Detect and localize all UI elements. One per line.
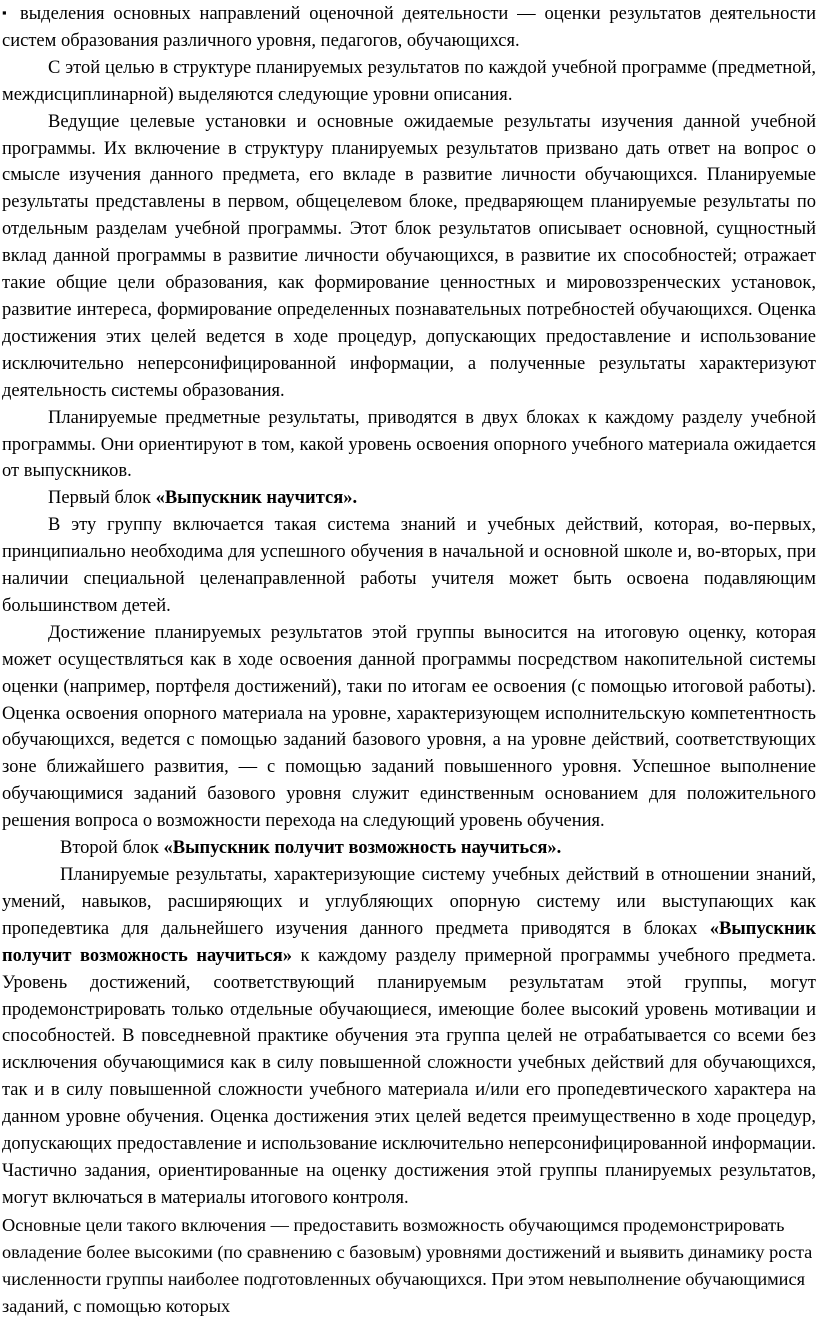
paragraph-levels-intro: С этой целью в структуре планируемых результатов по каждой учебной программе (предметной, междисциплинарной) выделяются следующие уровни описания. xyxy=(2,57,816,105)
second-block-prefix: Второй блок xyxy=(60,838,164,859)
paragraph-subject-results: Планируемые предметные результаты, приводятся в двух блоках к каждому разделу учебной программы. Они ориентируют в том, какой уровень освоения опорного учебного материала ожидается от выпускников. xyxy=(2,407,816,482)
bullet-marker: ▪ xyxy=(2,5,7,20)
paragraph-final-assessment: Достижение планируемых результатов этой группы выносится на итоговую оценку, которая может осуществляться как в ходе освоения данной программы посредством накопительной системы оценки (например, портфеля достижений), таки по итогам ее освоения (с помощью итоговой работы). Оценка освоения опорного материала на уровне, характеризующем исполнительскую компетентность обучающихся, ведется с помощью заданий базового уровня, а на уровне действий, соответствующих зоне ближайшего развития, — с помощью заданий повышенного уровня. Успешное выполнение обучающимися заданий базового уровня служит единственным основанием для положительного решения вопроса о возможности перехода на следующий уровень обучения. xyxy=(2,622,816,832)
bullet-paragraph xyxy=(2,0,816,55)
first-block-prefix: Первый блок xyxy=(48,488,156,509)
second-block-title: «Выпускник получит возможность научиться». xyxy=(163,838,562,859)
bullet-text: выделения основных направлений оценочной деятельности — оценки результатов деятельности систем образования различного уровня, педагогов, обучающихся. xyxy=(2,4,816,51)
second-group-text-start: Планируемые результаты, характеризующие систему учебных действий в отношении знаний, умений, навыков, расширяющих и углубляющих опорную систему или выступающих как пропедевтика для дальнейшего изучения данного предмета приводятся в блоках xyxy=(2,865,816,939)
paragraph-target-settings: Ведущие целевые установки и основные ожидаемые результаты изучения данной учебной программы. Их включение в структуру планируемых результатов призвано дать ответ на вопрос о смысле изучения данного предмета, его вкладе в развитие личности обучающихся. Планируемые результаты представлены в первом, общецелевом блоке, предваряющем планируемые результаты по отдельным разделам учебной программы. Этот блок результатов описывает основной, сущностный вклад данной программы в развитие личности обучающихся, в развитие их способностей; отражает такие общие цели образования, как формирование ценностных и мировоззренческих установок, развитие интереса, формирование определенных познавательных потребностей обучающихся. Оценка достижения этих целей ведется в ходе процедур, допускающих предоставление и использование исключительно неперсонифицированной информации, а полученные результаты характеризуют деятельность системы образования. xyxy=(2,111,816,401)
paragraph-first-group: В эту группу включается такая система знаний и учебных действий, которая, во-первых, принципиально необходима для успешного обучения в начальной и основной школе и, во-вторых, при наличии специальной целенаправленной работы учителя может быть освоена подавляющим большинством детей. xyxy=(2,515,816,616)
paragraph-inclusion-goals: Основные цели такого включения — предоставить возможность обучающимся продемонстрировать овладение более высокими (по сравнению с базовым) уровнями достижений и выявить динамику роста численности группы наиболее подготовленных обучающихся. При этом невыполнение обучающимися заданий, с помощью которых xyxy=(2,1214,813,1317)
first-block-title: «Выпускник научится». xyxy=(155,488,358,509)
second-group-text-end: к каждому разделу примерной программы учебного предмета. Уровень достижений, соответствующий планируемым результатам этой группы, могут продемонстрировать только отдельные обучающиеся, имеющие более высокий уровень мотивации и способностей. В повседневной практике обучения эта группа целей не отрабатывается со всеми без исключения обучающимися как в силу повышенной сложности учебных действий для обучающихся, так и в силу повышенной сложности учебного материала и/или его пропедевтического характера на данном уровне обучения. Оценка достижения этих целей ведется преимущественно в ходе процедур, допускающих предоставление и использование исключительно неперсонифицированной информации. Частично задания, ориентированные на оценку достижения этой группы планируемых результатов, могут включаться в материалы итогового контроля. xyxy=(2,945,816,1208)
heading-second-block xyxy=(2,835,816,862)
heading-first-block xyxy=(2,485,816,512)
paragraph-second-group xyxy=(2,862,816,1212)
second-group-bold-phrase: «Выпускник получит возможность научиться» xyxy=(2,918,816,966)
